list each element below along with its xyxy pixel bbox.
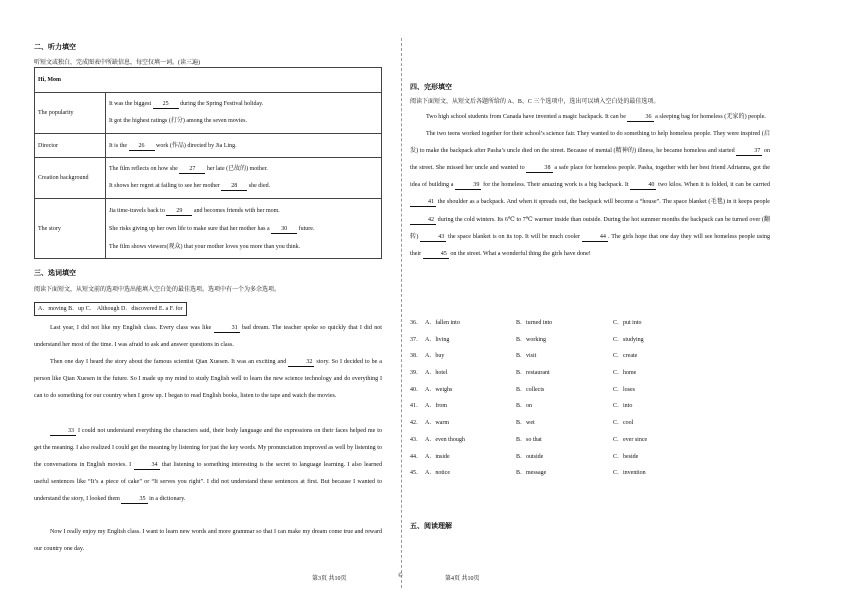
choice-a[interactable]: A．even though: [425, 436, 465, 443]
cloze-passage: Two high school students from Canada have invented a magic backpack. It can be 36 a sleeping bag for homeless (无家的) people. The two teens worked together for their school’s science fair. They wanted to do something to help homeless people. They were inspired (启发) to make the backpack after Pasha’s uncle died on the street. Because of mental (精神的) illness, he became homeless and started 37 on the street. She missed her uncle and wanted to 38 a safe place for homeless people. Pasha, together with her best friend Adrianna, got the idea of building a 39 for the homeless. Their amazing work is a big backpack. It 40 two kilos. When it is folded, it can be carried 41 the shoulder as a backpack. And when it spreads out, the backpack will become a “house”. The space blanket (毛毯) in it keeps people 42 during the cold winters. Its 6℃ to 7℃ warmer inside than outside. During the hot summer months the backpack can be turned over (翻转) 43 the space blanket is on its top. It will be much cooler 44 . The girls hope that one day they will see homeless people using their 45 on the street. What a wonderful thing the girls have done!: [410, 114, 770, 257]
choice-a[interactable]: A．inside: [425, 453, 450, 460]
section-2-title: 二、听力填空: [34, 43, 76, 51]
blank-38[interactable]: 38: [526, 164, 552, 173]
choice-b[interactable]: B．turned into: [516, 320, 553, 326]
choice-c[interactable]: C．put into: [613, 320, 642, 326]
choice-row-41: 41． A．from B．on C．into: [410, 400, 647, 407]
blank-36[interactable]: 36: [627, 113, 653, 122]
choice-a[interactable]: A．hotel: [425, 370, 448, 377]
section-2-instructions: 听短文或独白，完成图表中所缺信息，每空仅填一词。(读三遍): [34, 60, 200, 66]
passage-paragraph-4: Now I really enjoy my English class. I want to learn new words and more grammar so that I can make my dream come true and reward our country one day.: [34, 529, 382, 552]
blank-33[interactable]: 33: [50, 427, 76, 436]
blank-42[interactable]: 42: [410, 216, 436, 225]
choice-a[interactable]: A．fallen into: [425, 320, 460, 326]
listening-table: [34, 67, 382, 259]
cloze-choices: [410, 317, 648, 477]
choice-row-40: 40． A．weighs B．collects C．loses: [410, 384, 647, 391]
blank-44[interactable]: 44: [582, 233, 608, 242]
choice-row-37: 37． A．living B．working C．studying: [410, 334, 647, 341]
passage-paragraph-3: 33 I could not understand everything the characters said, their body language and the expressions on their faces helped me to get the meaning. I also realized I could get the meaning by listening for just the key words. My pronunciation improved as well by listening to the conversations in English movies. I 34 that listening to something interesting is the secret to language learning. I also learned useful sentences like “It’s a piece of cake” or “It serves you right”. I did not understand these sentences at first. But because I wanted to understand the story, I looked them 35 in a dictionary.: [34, 428, 382, 502]
choice-row-42: 42． A．warm B．wet C．cool: [410, 417, 647, 424]
blank-29[interactable]: 29: [166, 207, 192, 216]
choice-c[interactable]: C．ever since: [613, 436, 648, 443]
choice-row-45: 45． A．notice B．message C．invention: [410, 467, 647, 474]
row-label: The popularity: [35, 93, 106, 134]
section-4-instructions: 阅读下面短文，从短文后各题所给的 A、B、C 三个选项中，选出可以填入空白处的最佳选项。: [410, 99, 660, 105]
section-3-instructions: 阅读下面短文，从短文前的选项中选出能填入空白处的最佳选项。选项中有一个为多余选项。: [34, 287, 281, 293]
choice-a[interactable]: A．warm: [425, 420, 449, 427]
choice-c[interactable]: C．home: [613, 370, 637, 377]
blank-25[interactable]: 25: [153, 100, 179, 109]
choice-c[interactable]: C．loses: [613, 386, 636, 393]
blank-34[interactable]: 34: [134, 461, 160, 470]
blank-43[interactable]: 43: [420, 233, 446, 242]
blank-37[interactable]: 37: [736, 147, 762, 156]
section-3-title: 三、选词填空: [34, 269, 76, 277]
choice-c[interactable]: C．studying: [613, 336, 644, 343]
choice-row-39: 39． A．hotel B．restaurant C．home: [410, 367, 647, 374]
choice-a[interactable]: A．notice: [425, 470, 450, 477]
choice-b[interactable]: B．wet: [516, 420, 535, 427]
choice-a[interactable]: A．from: [425, 403, 447, 410]
copyright-icon: ©: [398, 573, 403, 579]
choice-b[interactable]: B．working: [516, 336, 547, 343]
choice-row-44: 44． A．inside B．outside C．beside: [410, 451, 647, 458]
choice-b[interactable]: B．visit: [516, 353, 537, 360]
row-content: Jia time-travels back to 29 and becomes friends with her mom. She risks giving up her own life to make sure that her mother has a 30 future. The film shows viewers(观众) that your mother loves you more than you think.: [106, 199, 382, 259]
blank-32[interactable]: 32: [288, 358, 314, 367]
choice-c[interactable]: C．into: [613, 403, 633, 410]
choice-a[interactable]: A．living: [425, 336, 450, 343]
blank-30[interactable]: 30: [271, 225, 297, 234]
choice-c[interactable]: C．cool: [613, 420, 634, 427]
passage-paragraph-2: Then one day I heard the story about the famous scientist Qian Xuesen. It was an exciting and 32 story. So I decided to be a person like Qian Xuesen in the future. So I made up my mind to study English well to learn the new science technology and do everything I can to do something for our country when I grow up. I began to read English books, listen to the tape and watch the movies.: [34, 359, 382, 399]
blank-28[interactable]: 28: [221, 182, 247, 191]
row-label: Creation background: [35, 158, 106, 199]
choice-b[interactable]: B．outside: [516, 453, 544, 460]
choice-row-38: 38． A．buy B．visit C．create: [410, 350, 647, 357]
section-5-title: 五、阅读理解: [410, 522, 452, 530]
blank-35[interactable]: 35: [121, 495, 147, 504]
column-divider: [401, 38, 402, 588]
blank-45[interactable]: 45: [423, 250, 449, 259]
blank-26[interactable]: 26: [129, 142, 155, 151]
choice-c[interactable]: C．create: [613, 353, 638, 360]
row-content: It was the biggest 25 during the Spring Festival holiday. It got the highest ratings (打分) among the seven movies.: [106, 93, 382, 134]
row-label: The story: [35, 199, 106, 259]
choice-c[interactable]: C．invention: [613, 470, 646, 477]
row-content: It is the 26 work (作品) directed by Jia Ling.: [106, 134, 382, 158]
page-footer-right: 第4页 共10页: [445, 576, 480, 582]
choice-row-36: 36． A．fallen into B．turned into C．put into: [410, 317, 647, 324]
blank-39[interactable]: 39: [455, 181, 481, 190]
row-label: Director: [35, 134, 106, 158]
choice-b[interactable]: B．restaurant: [516, 370, 550, 377]
choice-b[interactable]: B．so that: [516, 436, 542, 443]
passage-paragraph-1: Last year, I did not like my English class. Every class was like 31 bad dream. The teacher spoke so quickly that I did not understand her most of the time. I was afraid to ask and answer questions in class.: [34, 325, 382, 348]
row-content: The film reflects on how she 27 her late (已故的) mother. It shows her regret at failing to see her mother 28 she died.: [106, 158, 382, 199]
table-header: Hi, Mom: [35, 68, 382, 93]
choice-row-43: 43． A．even though B．so that C．ever since: [410, 434, 647, 441]
choice-b[interactable]: B．on: [516, 403, 533, 410]
blank-40[interactable]: 40: [630, 181, 656, 190]
choice-b[interactable]: B．message: [516, 470, 547, 477]
choice-a[interactable]: A．buy: [425, 353, 445, 360]
choice-a[interactable]: A．weighs: [425, 386, 453, 393]
blank-41[interactable]: 41: [410, 198, 436, 207]
word-options-box: A．moving B．up C． Although D．discovered E. a F. for: [34, 302, 187, 316]
choice-b[interactable]: B．collects: [516, 386, 545, 393]
blank-31[interactable]: 31: [214, 324, 240, 333]
blank-27[interactable]: 27: [179, 165, 205, 174]
section-4-title: 四、完形填空: [410, 83, 452, 91]
page-footer-left: 第3页 共10页: [312, 576, 347, 582]
choice-c[interactable]: C．beside: [613, 453, 639, 460]
